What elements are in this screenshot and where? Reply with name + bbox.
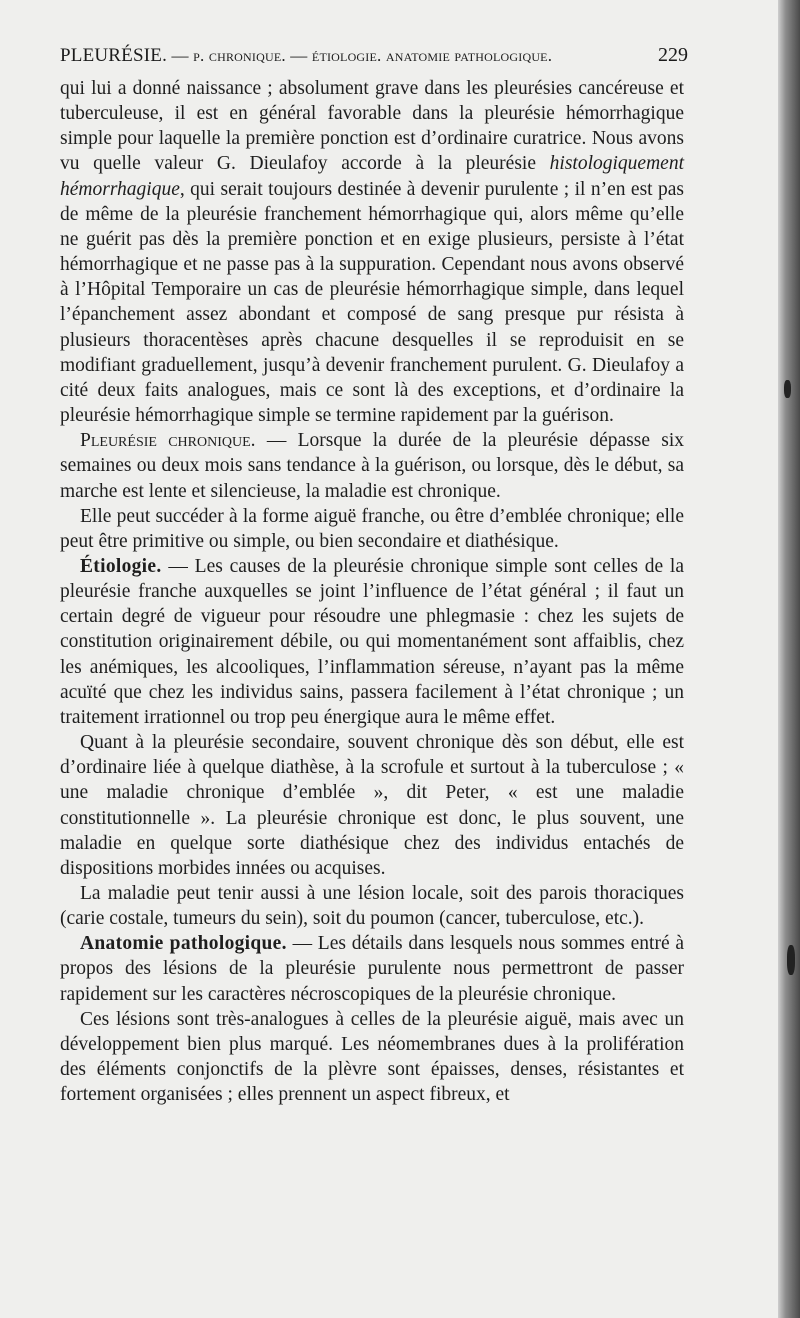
running-head-title — [60, 45, 552, 67]
text-run: — Les détails dans lesquels nous sommes entré à propos des lésions de la pleurésie purulente nous permettront de passer rapidement sur les caractères nécroscopiques de la pleurésie chronique. — [60, 933, 684, 1005]
section-heading: Pleurésie chronique. — [80, 430, 256, 452]
text-run: Quant à la pleurésie secondaire, souvent chronique dès son début, elle est d’ordinaire liée à quelque diathèse, à la scrofule et surtout à la tuberculose ; « une maladie chronique d’emblée », dit Peter, « est une maladie constitutionnelle ». La pleurésie chronique est donc, le plus souvent, une maladie en quelque sorte diathésique chez des individus entachés de dispositions morbides innées ou acquises. — [60, 732, 684, 879]
body-text — [60, 76, 684, 1107]
running-head-rest: — p. chronique. — étiologie. anatomie pathologique. — [167, 46, 553, 65]
text-run: La maladie peut tenir aussi à une lésion locale, soit des parois thoraciques (carie costale, tumeurs du sein), soit du poumon (cancer, tuberculose, etc.). — [60, 883, 684, 930]
ink-speck — [784, 380, 791, 398]
paragraph-p6 — [60, 881, 684, 931]
text-run: , qui serait toujours destinée à devenir purulente ; il n’en est pas de même de la pleurésie franchement hémorrhagique qui, alors même qu’elle ne guérit pas dès la première ponction et en exige plusieurs, persiste à l’état hémorrhagique et ne passe pas à la suppuration. Cependant nous avons observé à l’Hôpital Temporaire un cas de pleurésie hémorrhagique simple, dans lequel l’épanchement assez abondant et composé de sang presque pur résista à plusieurs thoracentèses après chacune desquelles il se reproduisit en se modifiant graduellement, jusqu’à devenir franchement purulent. G. Dieulafoy a cité deux faits analogues, mais ce sont là des exceptions, et d’ordinaire la pleurésie hémorrhagique simple se termine rapidement par la guérison. — [60, 178, 684, 427]
page-gutter-edge — [778, 0, 800, 1318]
paragraph-p4 — [60, 554, 684, 730]
running-head-main: PLEURÉSIE. — [60, 45, 168, 66]
section-heading: Anatomie pathologique. — [80, 933, 287, 955]
text-run: histologiquement hémorrhagique — [60, 153, 684, 200]
text-run: qui lui a donné naissance ; absolument grave dans les pleurésies cancéreuse et tuberculeuse, il est en général favorable dans la pleurésie hémorrhagique simple pour laquelle la première ponction est d’ordinaire curatrice. Nous avons vu quelle valeur G. Dieulafoy accorde à la pleurésie — [60, 78, 684, 175]
text-run: — Lorsque la durée de la pleurésie dépasse six semaines ou deux mois sans tendance à la guérison, ou lorsque, dès le début, sa marche est lente et silencieuse, la maladie est chronique. — [60, 430, 685, 502]
text-run: Elle peut succéder à la forme aiguë franche, ou être d’emblée chronique; elle peut être primitive ou simple, ou bien secondaire et diathésique. — [60, 505, 684, 552]
paragraph-p2 — [60, 428, 684, 503]
paragraph-p3 — [60, 504, 684, 554]
text-run: Ces lésions sont très-analogues à celles de la pleurésie aiguë, mais avec un développement bien plus marqué. Les néomembranes dues à la prolifération des éléments conjonctifs de la plèvre sont épaisses, denses, résistantes et fortement organisées ; elles prennent un aspect fibreux, et — [60, 1008, 684, 1106]
page-number: 229 — [658, 44, 688, 66]
paragraph-p7 — [60, 931, 684, 1006]
paragraph-p1 — [60, 76, 684, 428]
section-heading: Étiologie. — [80, 555, 162, 577]
text-run: — Les causes de la pleurésie chronique simple sont celles de la pleurésie franche auxquelles se joint l’influence de l’état général ; il faut un certain degré de vigueur pour résoudre une phlegmasie : chez les sujets de constitution originairement débile, ou qui momentanément sont affaiblis, chez les anémiques, les alcooliques, l’inflammation séreuse, n’ayant pas la même acuïté que chez les individus sains, passera facilement à l’état chronique ; un traitement irrationnel ou trop peu énergique aura le même effet. — [60, 555, 684, 728]
running-header — [60, 44, 688, 67]
paragraph-p5 — [60, 730, 684, 881]
paragraph-p8 — [60, 1007, 684, 1108]
ink-speck — [787, 945, 795, 975]
